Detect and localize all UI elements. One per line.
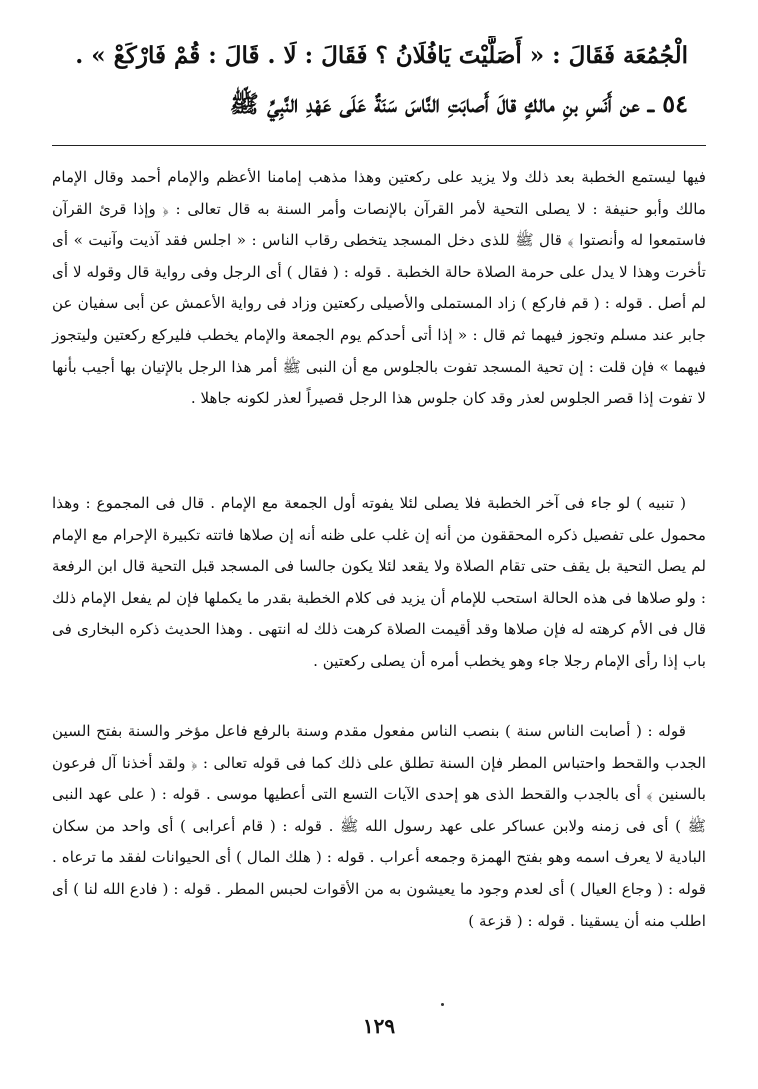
commentary-paragraph-3 xyxy=(52,716,706,937)
hadith-text-line-1: الْجُمُعَة فَقَالَ : « أَصَلَّيْتَ يَافُلَانُ ؟ فَقَالَ : لَا . قَالَ : قُمْ فَارْكَعْ » . xyxy=(75,42,688,69)
commentary-paragraph-1 xyxy=(52,162,706,415)
page-number: ١٢٩ xyxy=(362,1014,396,1038)
commentary-text: فيها ليستمع الخطبة بعد ذلك ولا يزيد على ركعتين وهذا مذهب إمامنا الأعظم والإمام أحمد وقال الإمام مالك وأبو حنيفة : لا يصلى التحية لأمر القرآن بالإنصات وأمر السنة به قال تعالى : ﴿ وإذا قرئ القرآن فاستمعوا له وأنصتوا ﴾ قال ﷺ للذى دخل المسجد يتخطى رقاب الناس : « اجلس فقد آذيت وآنيت » أى تأخرت وهذا لا يدل على حرمة الصلاة حالة الخطبة . قوله : ( فقال ) أى الرجل وفى رواية قال وقوله لا أى لم أصل . قوله : ( قم فاركع ) زاد المستملى والأصيلى ركعتين وزاد فى رواية الأعمش عن أبى سفيان عن جابر عند مسلم وتجوز فيهما ثم قال : « إذا أتى أحدكم يوم الجمعة والإمام يخطب فليركع ركعتين وليتجوز فيهما » فإن قلت : إن تحية المسجد تفوت بالجلوس مع أن النبى ﷺ أمر هذا الرجل بالإتيان بها أجيب بأنها لا تفوت إذا قصر الجلوس لعذر وقد كان جلوس هذا الرجل قصيراً لعذر لكونه جاهلا . xyxy=(52,168,706,408)
commentary-text: قوله : ( أصابت الناس سنة ) بنصب الناس مفعول مقدم وسنة بالرفع فاعل مؤخر والسنة بفتح السين الجدب والقحط واحتباس المطر فإن السنة تطلق على ذلك كما فى قوله تعالى : ﴿ ولقد أخذنا آل فرعون بالسنين ﴾ أى بالجدب والقحط الذى هو إحدى الآيات التسع التى أعطيها موسى . قوله : ( على عهد النبى ﷺ ) أى فى زمنه ولابن عساكر على عهد رسول الله ﷺ . قوله : ( قام أعرابى ) أى واحد من سكان البادية لا يعرف اسمه وهو بفتح الهمزة وجمعه أعراب . قوله : ( هلك المال ) أى الحيوانات لفقد ما ترعاه . قوله : ( وجاع العيال ) أى لعدم وجود ما يعيشون به من الأقوات لحبس المطر . قوله : ( فادع الله لنا ) أى اطلب منه أن يسقينا . قوله : ( قزعة ) xyxy=(52,722,706,930)
hadith-text-line-2: ٥٤ ــ عن أَنَسِ بنِ مالكٍ قالَ أَصابَتِ النَّاسَ سَنَةٌ عَلَى عَهْدِ النَّبِيِّ ﷺ xyxy=(229,89,688,118)
commentary-text: ( تنبيه ) لو جاء فى آخر الخطبة فلا يصلى لئلا يفوته أول الجمعة مع الإمام . قال فى المجموع : وهذا محمول على تفصيل ذكره المحققون من أنه إن غلب على ظنه أنه إن صلاها فاتته تكبيرة الإحرام مع الإمام لم يصل التحية بل يقف حتى تقام الصلاة ولا يقعد لئلا يكون جالسا فى المسجد قبل التحية قال ابن الرفعة : ولو صلاها فى هذه الحالة استحب للإمام أن يزيد فى كلام الخطبة بقدر ما يكملها فإن لم يفعل الإمام ذلك قال فى الأم كرهته له فإن صلاها وقد أقيمت الصلاة كرهت ذلك له انتهى . وهذا الحديث ذكره البخارى فى باب إذا رأى الإمام رجلا جاء وهو يخطب أمره أن يصلى ركعتين . xyxy=(52,494,706,670)
section-divider xyxy=(52,145,706,146)
print-mark xyxy=(441,1003,444,1006)
commentary-paragraph-2 xyxy=(52,488,706,678)
